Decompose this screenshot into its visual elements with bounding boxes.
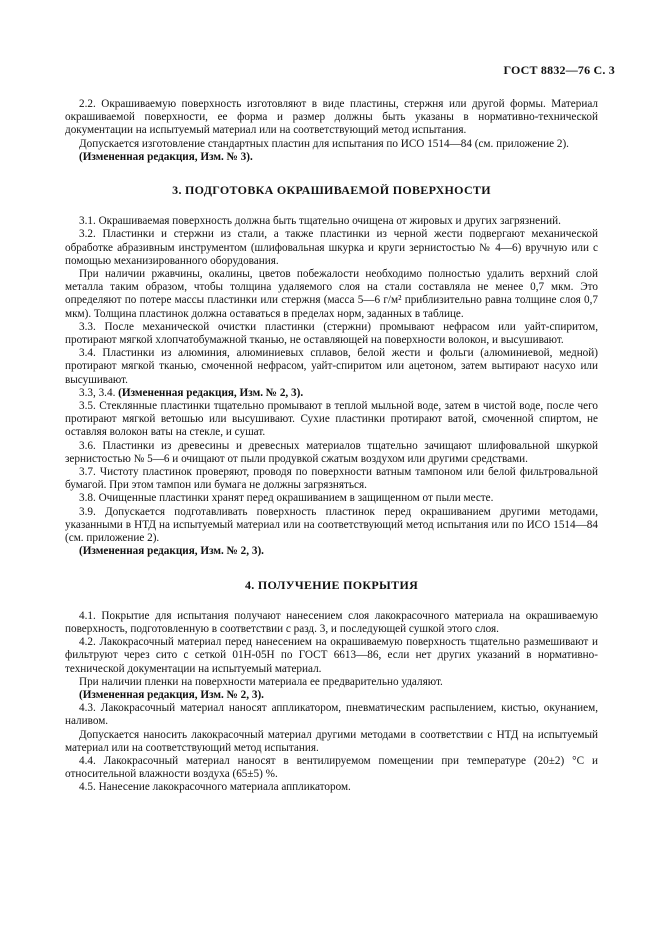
document-body xyxy=(65,98,598,795)
paragraph-4-4: 4.4. Лакокрасочный материал наносят в вентилируемом помещении при температуре (20±2) °С и относительной влажности воздуха (65±5) %. xyxy=(65,754,598,781)
paragraph-4-5: 4.5. Нанесение лакокрасочного материала аппликатором. xyxy=(79,781,351,794)
paragraph-3-7: 3.7. Чистоту пластинок проверяют, проводя по поверхности ватным тампоном или белой фильтровальной бумагой. При этом тампон или бумага не должны загрязняться. xyxy=(65,466,598,492)
paragraph-3-2: 3.2. Пластинки и стержни из стали, а также пластинки из черной жести подвергают механической обработке абразивным инструментом (шлифовальная шкурка и круги зернистостью № 4—6) вручную или с помощью механизированного оборудования. xyxy=(65,228,598,267)
paragraph-3-3: 3.3. После механической очистки пластинки (стержни) промывают нефрасом или уайт-спиритом, протирают мягкой хлопчатобумажной тканью, не оставляющей на поверхности волокон, и высушивают. xyxy=(65,320,598,347)
clause-numbers: 3.3, 3.4. xyxy=(79,386,116,399)
paragraph-3-4: 3.4. Пластинки из алюминия, алюминиевых сплавов, белой жести и фольги (алюминиевой, медной) протирают мягкой тканью, смоченной нефрасом, уайт-спиритом или ацетоном, затем вытирают насухо или высушивают. xyxy=(65,347,598,386)
paragraph-3-6: 3.6. Пластинки из древесины и древесных материалов тщательно зачищают шлифовальной шкуркой зернистостью № 5—6 и очищают от пыли продувкой сжатым воздухом или другими средствами. xyxy=(65,439,598,465)
paragraph-3-2-b: При наличии ржавчины, окалины, цветов побежалости необходимо полностью удалить верхний слой металла таким образом, чтобы толщина удаляемого слоя на стали составляла не менее 0,7 мкм. Это определяют по потере массы пластинки или стержня (масса 5—6 г/м² приблизительно равна толщине слоя 0,7 мкм). Толщина пластинок должна оставаться в пределах норм, заданных в таблице. xyxy=(65,268,598,320)
section-3-title: 3. ПОДГОТОВКА ОКРАШИВАЕМОЙ ПОВЕРХНОСТИ xyxy=(172,183,491,198)
paragraph-2-2-b: Допускается изготовление стандартных пластин для испытания по ИСО 1514—84 (см. приложение 2). xyxy=(79,137,569,150)
edit-note: (Измененная редакция, Изм. № 2, 3). xyxy=(79,688,264,701)
paragraph-3-1: 3.1. Окрашиваемая поверхность должна быть тщательно очищена от жировых и других загрязнений. xyxy=(79,215,561,228)
paragraph-4-3: 4.3. Лакокрасочный материал наносят аппликатором, пневматическим распылением, кистью, окунанием, наливом. xyxy=(65,702,598,728)
paragraph-3-5: 3.5. Стеклянные пластинки тщательно промывают в теплой мыльной воде, затем в чистой воде, после чего протирают мягкой ветошью или высушивают. Сухие пластинки протирают ватой, смоченной спиртом, не оставляя волокон ваты на стекле, и сушат. xyxy=(65,400,598,439)
paragraph-3-3-3-4-note xyxy=(65,387,598,400)
paragraph-3-8: 3.8. Очищенные пластинки хранят перед окрашиванием в защищенном от пыли месте. xyxy=(79,492,494,505)
edit-note: (Измененная редакция, Изм. № 3). xyxy=(79,150,253,163)
paragraph-4-3-b: Допускается наносить лакокрасочный материал другими методами в соответствии с НТД на испытуемый материал или на соответствующий метод испытания. xyxy=(65,728,598,754)
paragraph-3-9: 3.9. Допускается подготавливать поверхность пластинок перед окрашиванием другими методами, указанными в НТД на испытуемый материал или на соответствующий метод испытания или по ИСО 1514—84 (см. приложение 2). xyxy=(65,505,598,545)
paragraph-4-2: 4.2. Лакокрасочный материал перед нанесением на окрашиваемую поверхность тщательно размешивают и фильтруют через сито с сеткой 01Н-05Н по ГОСТ 6613—86, если нет других указаний в нормативно-технической документации на испытуемый материал. xyxy=(65,636,598,675)
paragraph-4-2-b: При наличии пленки на поверхности материала ее предварительно удаляют. xyxy=(79,675,443,688)
page-header: ГОСТ 8832—76 С. 3 xyxy=(503,63,615,77)
paragraph-2-2: 2.2. Окрашиваемую поверхность изготовляют в виде пластины, стержня или другой формы. Материал окрашиваемой поверхности, ее форма и размер должны быть указаны в нормативно-технической документации на испытуемый материал или на соответствующий метод испытания. xyxy=(65,98,598,137)
paragraph-4-1: 4.1. Покрытие для испытания получают нанесением слоя лакокрасочного материала на окрашиваемую поверхность, подготовленную в соответствии с разд. 3, и последующей сушкой этого слоя. xyxy=(65,609,598,635)
section-4-title: 4. ПОЛУЧЕНИЕ ПОКРЫТИЯ xyxy=(244,577,419,592)
edit-note: (Измененная редакция, Изм. № 2, 3). xyxy=(79,545,264,558)
edit-note: (Измененная редакция, Изм. № 2, 3). xyxy=(118,386,304,399)
